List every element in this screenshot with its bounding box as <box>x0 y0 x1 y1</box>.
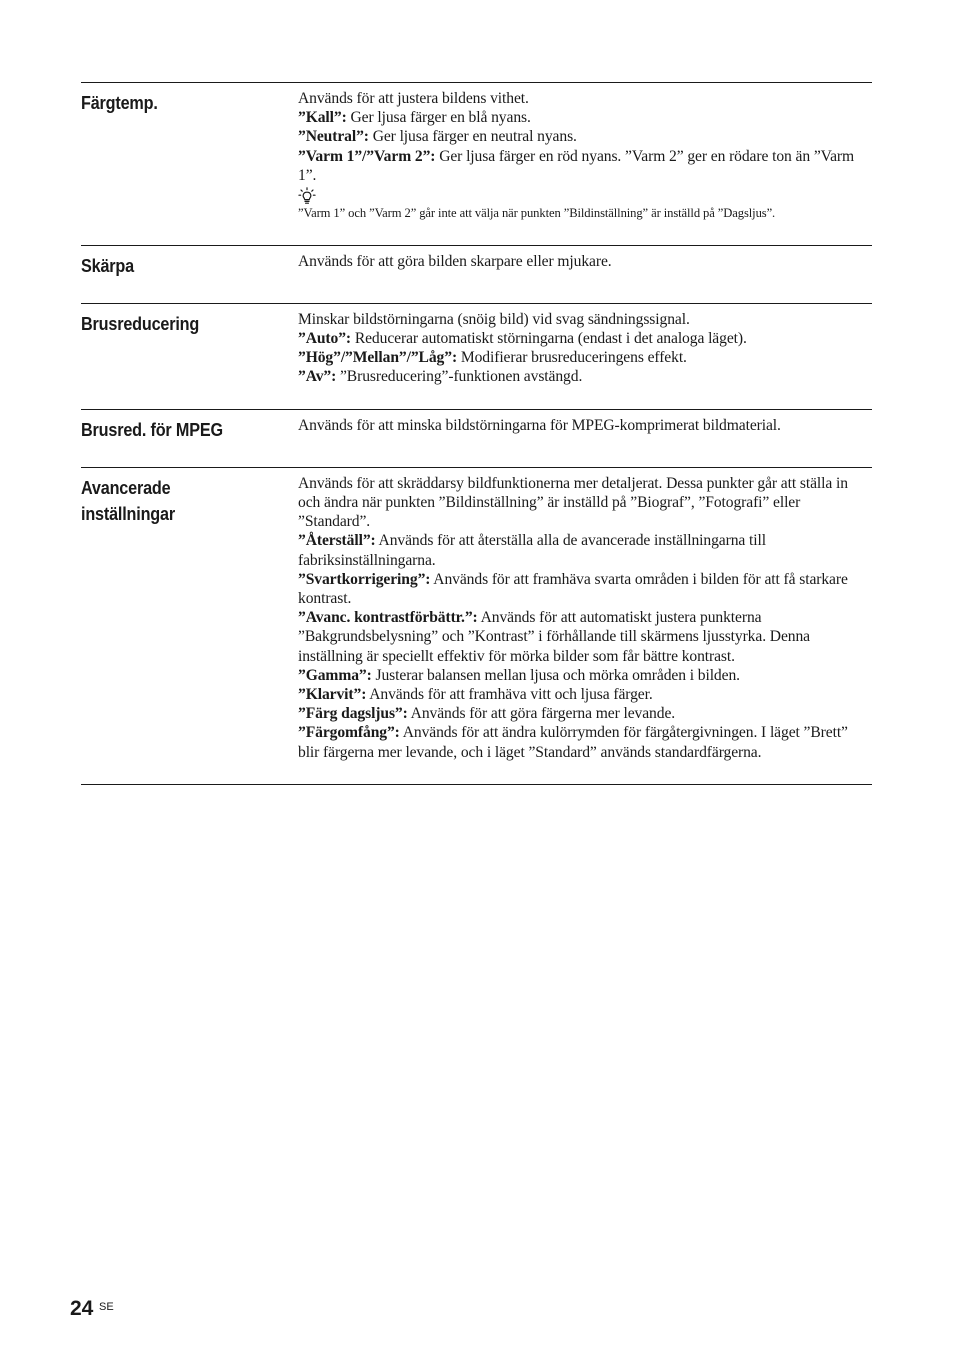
option-text: Ger ljusa färger en neutral nyans. <box>368 128 577 146</box>
option-key: ”Färg dagsljus”: <box>298 705 408 723</box>
description-intro: Används för att minska bildstörningarna för MPEG-komprimerat bildmaterial. <box>298 416 781 434</box>
option-item <box>298 531 872 569</box>
option-item <box>298 348 872 367</box>
option-key: ”Återställ”: <box>298 532 376 550</box>
description-intro: Minskar bildstörningarna (snöig bild) vid svag sändningssignal. <box>298 310 690 328</box>
setting-label: Brusreducering <box>81 313 200 334</box>
setting-description <box>298 83 872 245</box>
option-text: ”Brusreducering”-funktionen avstängd. <box>336 368 583 386</box>
option-key: ”Auto”: <box>298 329 352 347</box>
description-intro: Används för att justera bildens vithet. <box>298 90 529 107</box>
option-item <box>298 108 872 127</box>
option-item <box>298 666 872 685</box>
setting-label: Färgtemp. <box>81 93 158 113</box>
option-key: ”Färgomfång”: <box>298 724 400 742</box>
option-key: ”Varm 1”/”Varm 2”: <box>298 147 436 165</box>
setting-description <box>281 468 872 784</box>
setting-row-avancerade <box>81 467 872 785</box>
settings-table <box>81 82 872 785</box>
option-item <box>298 329 872 348</box>
option-item <box>298 570 872 608</box>
setting-row-fargtemp <box>81 82 872 245</box>
option-text: Används för att göra färgerna mer levande. <box>407 705 676 723</box>
option-key: ”Neutral”: <box>298 128 369 146</box>
option-text: Modifierar brusreduceringens effekt. <box>457 349 687 367</box>
lightbulb-tip-icon <box>298 187 316 205</box>
setting-row-skarpa <box>81 245 872 303</box>
option-text: Används för att återställa alla de avancerade inställningarna till fabriksinställningarna. <box>298 532 766 569</box>
option-key: ”Kall”: <box>298 109 347 127</box>
setting-description <box>298 410 872 467</box>
option-key: ”Gamma”: <box>298 666 372 684</box>
option-item <box>298 685 872 704</box>
option-key: ”Av”: <box>298 368 337 386</box>
option-key: ”Hög”/”Mellan”/”Låg”: <box>298 349 458 367</box>
setting-label: Brusred. för MPEG <box>81 419 223 440</box>
option-text: Används för att framhäva svarta områden i bilden för att få starkare kontrast. <box>298 570 848 607</box>
setting-row-brusreducering <box>81 303 872 409</box>
option-item <box>298 147 872 185</box>
setting-label: Skärpa <box>81 255 134 276</box>
option-key: ”Avanc. kontrastförbättr.”: <box>298 609 478 627</box>
option-item <box>298 127 872 146</box>
setting-label: Avancerade inställningar <box>81 477 175 524</box>
page-language-code: SE <box>99 1301 114 1313</box>
option-item <box>298 608 872 666</box>
setting-description <box>298 246 872 303</box>
option-item <box>298 723 872 761</box>
option-item <box>298 367 872 386</box>
tip-text: ”Varm 1” och ”Varm 2” går inte att välja när punkten ”Bildinställning” är inställd på ”Dagsljus”. <box>298 206 776 221</box>
option-key: ”Klarvit”: <box>298 685 367 703</box>
option-text: Reducerar automatiskt störningarna (endast i det analoga läget). <box>351 329 747 347</box>
option-text: Ger ljusa färger en blå nyans. <box>346 109 531 127</box>
option-text: Justerar balansen mellan ljusa och mörka områden i bilden. <box>371 666 740 684</box>
description-intro: Används för att skräddarsy bildfunktionerna mer detaljerat. Dessa punkter går att ställa in och ändra när punkten ”Bildinställning” är inställd på ”Biograf”, ”Fotografi” eller ”Standard”. <box>298 474 848 531</box>
option-text: Används för att framhäva vitt och ljusa färger. <box>366 685 653 703</box>
description-intro: Används för att göra bilden skarpare eller mjukare. <box>298 252 612 270</box>
option-text: Ger ljusa färger en röd nyans. ”Varm 2” ger en rödare ton än ”Varm 1”. <box>298 147 855 184</box>
option-key: ”Svartkorrigering”: <box>298 570 431 588</box>
setting-row-brusred-mpeg <box>81 409 872 467</box>
setting-description <box>298 304 872 409</box>
option-text: Används för att ändra kulörrymden för färgåtergivningen. I läget ”Brett” blir färgerna mer levande, och i läget ”Standard” används standardfärgerna. <box>298 724 848 761</box>
page-number: 24 <box>70 1297 94 1320</box>
option-item <box>298 704 872 723</box>
option-text: Används för att automatiskt justera punkterna ”Bakgrundsbelysning” och ”Kontrast” i förhållande till skärmens ljusstyrka. Denna inställning är speciellt effektiv för mörka bilder som får bättre kontrast. <box>298 609 810 665</box>
